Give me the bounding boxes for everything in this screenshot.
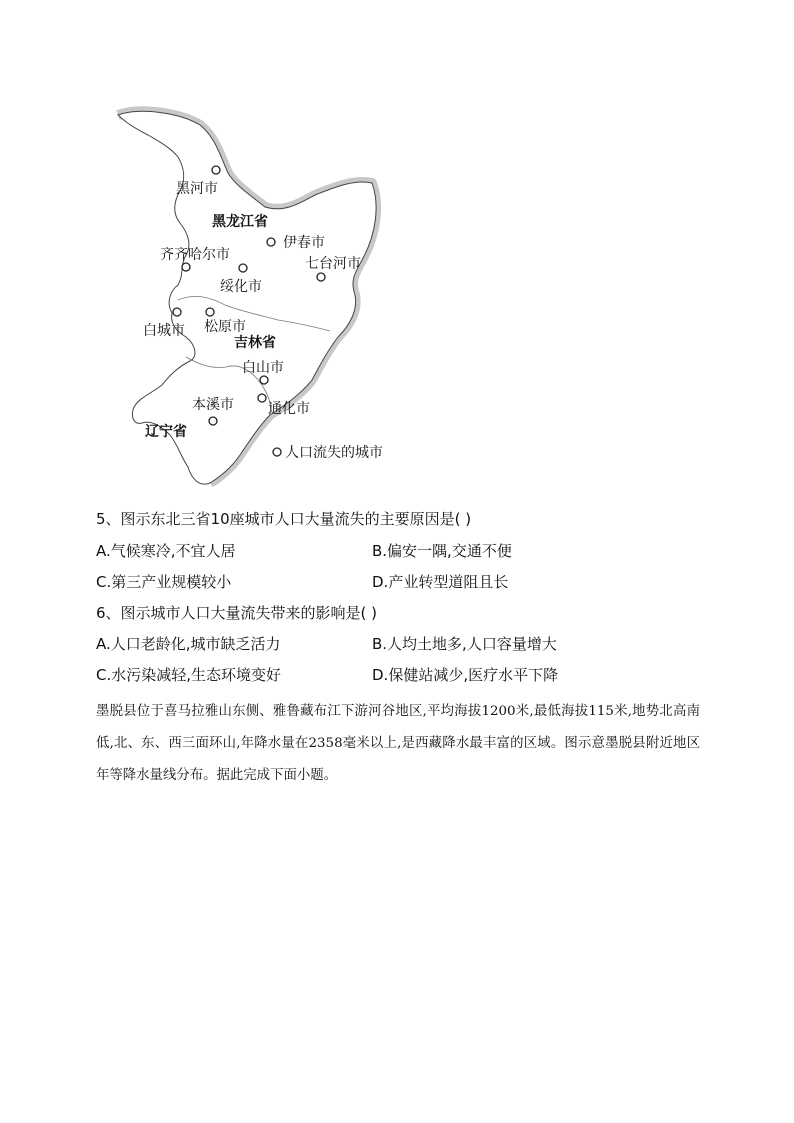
- province-label-liaoning: 辽宁省: [145, 424, 187, 440]
- city-label-songyuan: 松原市: [204, 319, 246, 335]
- city-label-tonghua: 通化市: [268, 401, 310, 417]
- city-label-qitaihe: 七台河市: [305, 256, 361, 272]
- q6-option-b: B.人均土地多,人口容量增大: [372, 635, 557, 653]
- city-dot-tonghua: [258, 394, 266, 402]
- city-label-suihua: 绥化市: [220, 279, 262, 295]
- q5-option-c: C.第三产业规模较小: [96, 573, 232, 591]
- city-dot-qiqihar: [182, 263, 190, 271]
- northeast-china-map: [100, 95, 420, 495]
- city-label-qiqihar: 齐齐哈尔市: [160, 247, 230, 263]
- q5-option-b: B.偏安一隅,交通不便: [372, 542, 512, 560]
- province-label-heilongjiang: 黑龙江省: [212, 214, 268, 230]
- city-label-benxi: 本溪市: [192, 397, 234, 413]
- q6-option-c: C.水污染减轻,生态环境变好: [96, 666, 282, 684]
- city-label-baicheng: 白城市: [143, 323, 185, 339]
- city-dot-yichun: [267, 238, 275, 246]
- legend-dot: [273, 448, 281, 456]
- city-dot-benxi: [209, 417, 217, 425]
- q6-option-a: A.人口老龄化,城市缺乏活力: [96, 635, 281, 653]
- province-label-jilin: 吉林省: [234, 335, 276, 351]
- city-dot-songyuan: [206, 308, 214, 316]
- question-6-stem: 6、图示城市人口大量流失带来的影响是( ): [96, 604, 378, 622]
- q6-option-d: D.保健站减少,医疗水平下降: [372, 666, 559, 684]
- city-dot-heihe: [212, 166, 220, 174]
- q5-option-a: A.气候寒冷,不宜人居: [96, 542, 236, 560]
- city-dot-qitaihe: [317, 273, 325, 281]
- city-label-baishan: 白山市: [242, 360, 284, 376]
- city-dot-baicheng: [173, 308, 181, 316]
- city-label-yichun: 伊春市: [283, 235, 325, 251]
- city-dot-baishan: [260, 376, 268, 384]
- city-label-heihe: 黑河市: [176, 181, 218, 197]
- legend-label: 人口流失的城市: [285, 445, 383, 461]
- q5-option-d: D.产业转型道阻且长: [372, 573, 509, 591]
- question-5-stem: 5、图示东北三省10座城市人口大量流失的主要原因是( ): [96, 510, 472, 528]
- medog-intro-paragraph: 墨脱县位于喜马拉雅山东侧、雅鲁藏布江下游河谷地区,平均海拔1200米,最低海拔115米,地势北高南低,北、东、西三面环山,年降水量在2358毫米以上,是西藏降水最丰富的区域。图示意墨脱县附近地区年等降水量线分布。据此完成下面小题。: [96, 704, 700, 783]
- city-dot-suihua: [239, 264, 247, 272]
